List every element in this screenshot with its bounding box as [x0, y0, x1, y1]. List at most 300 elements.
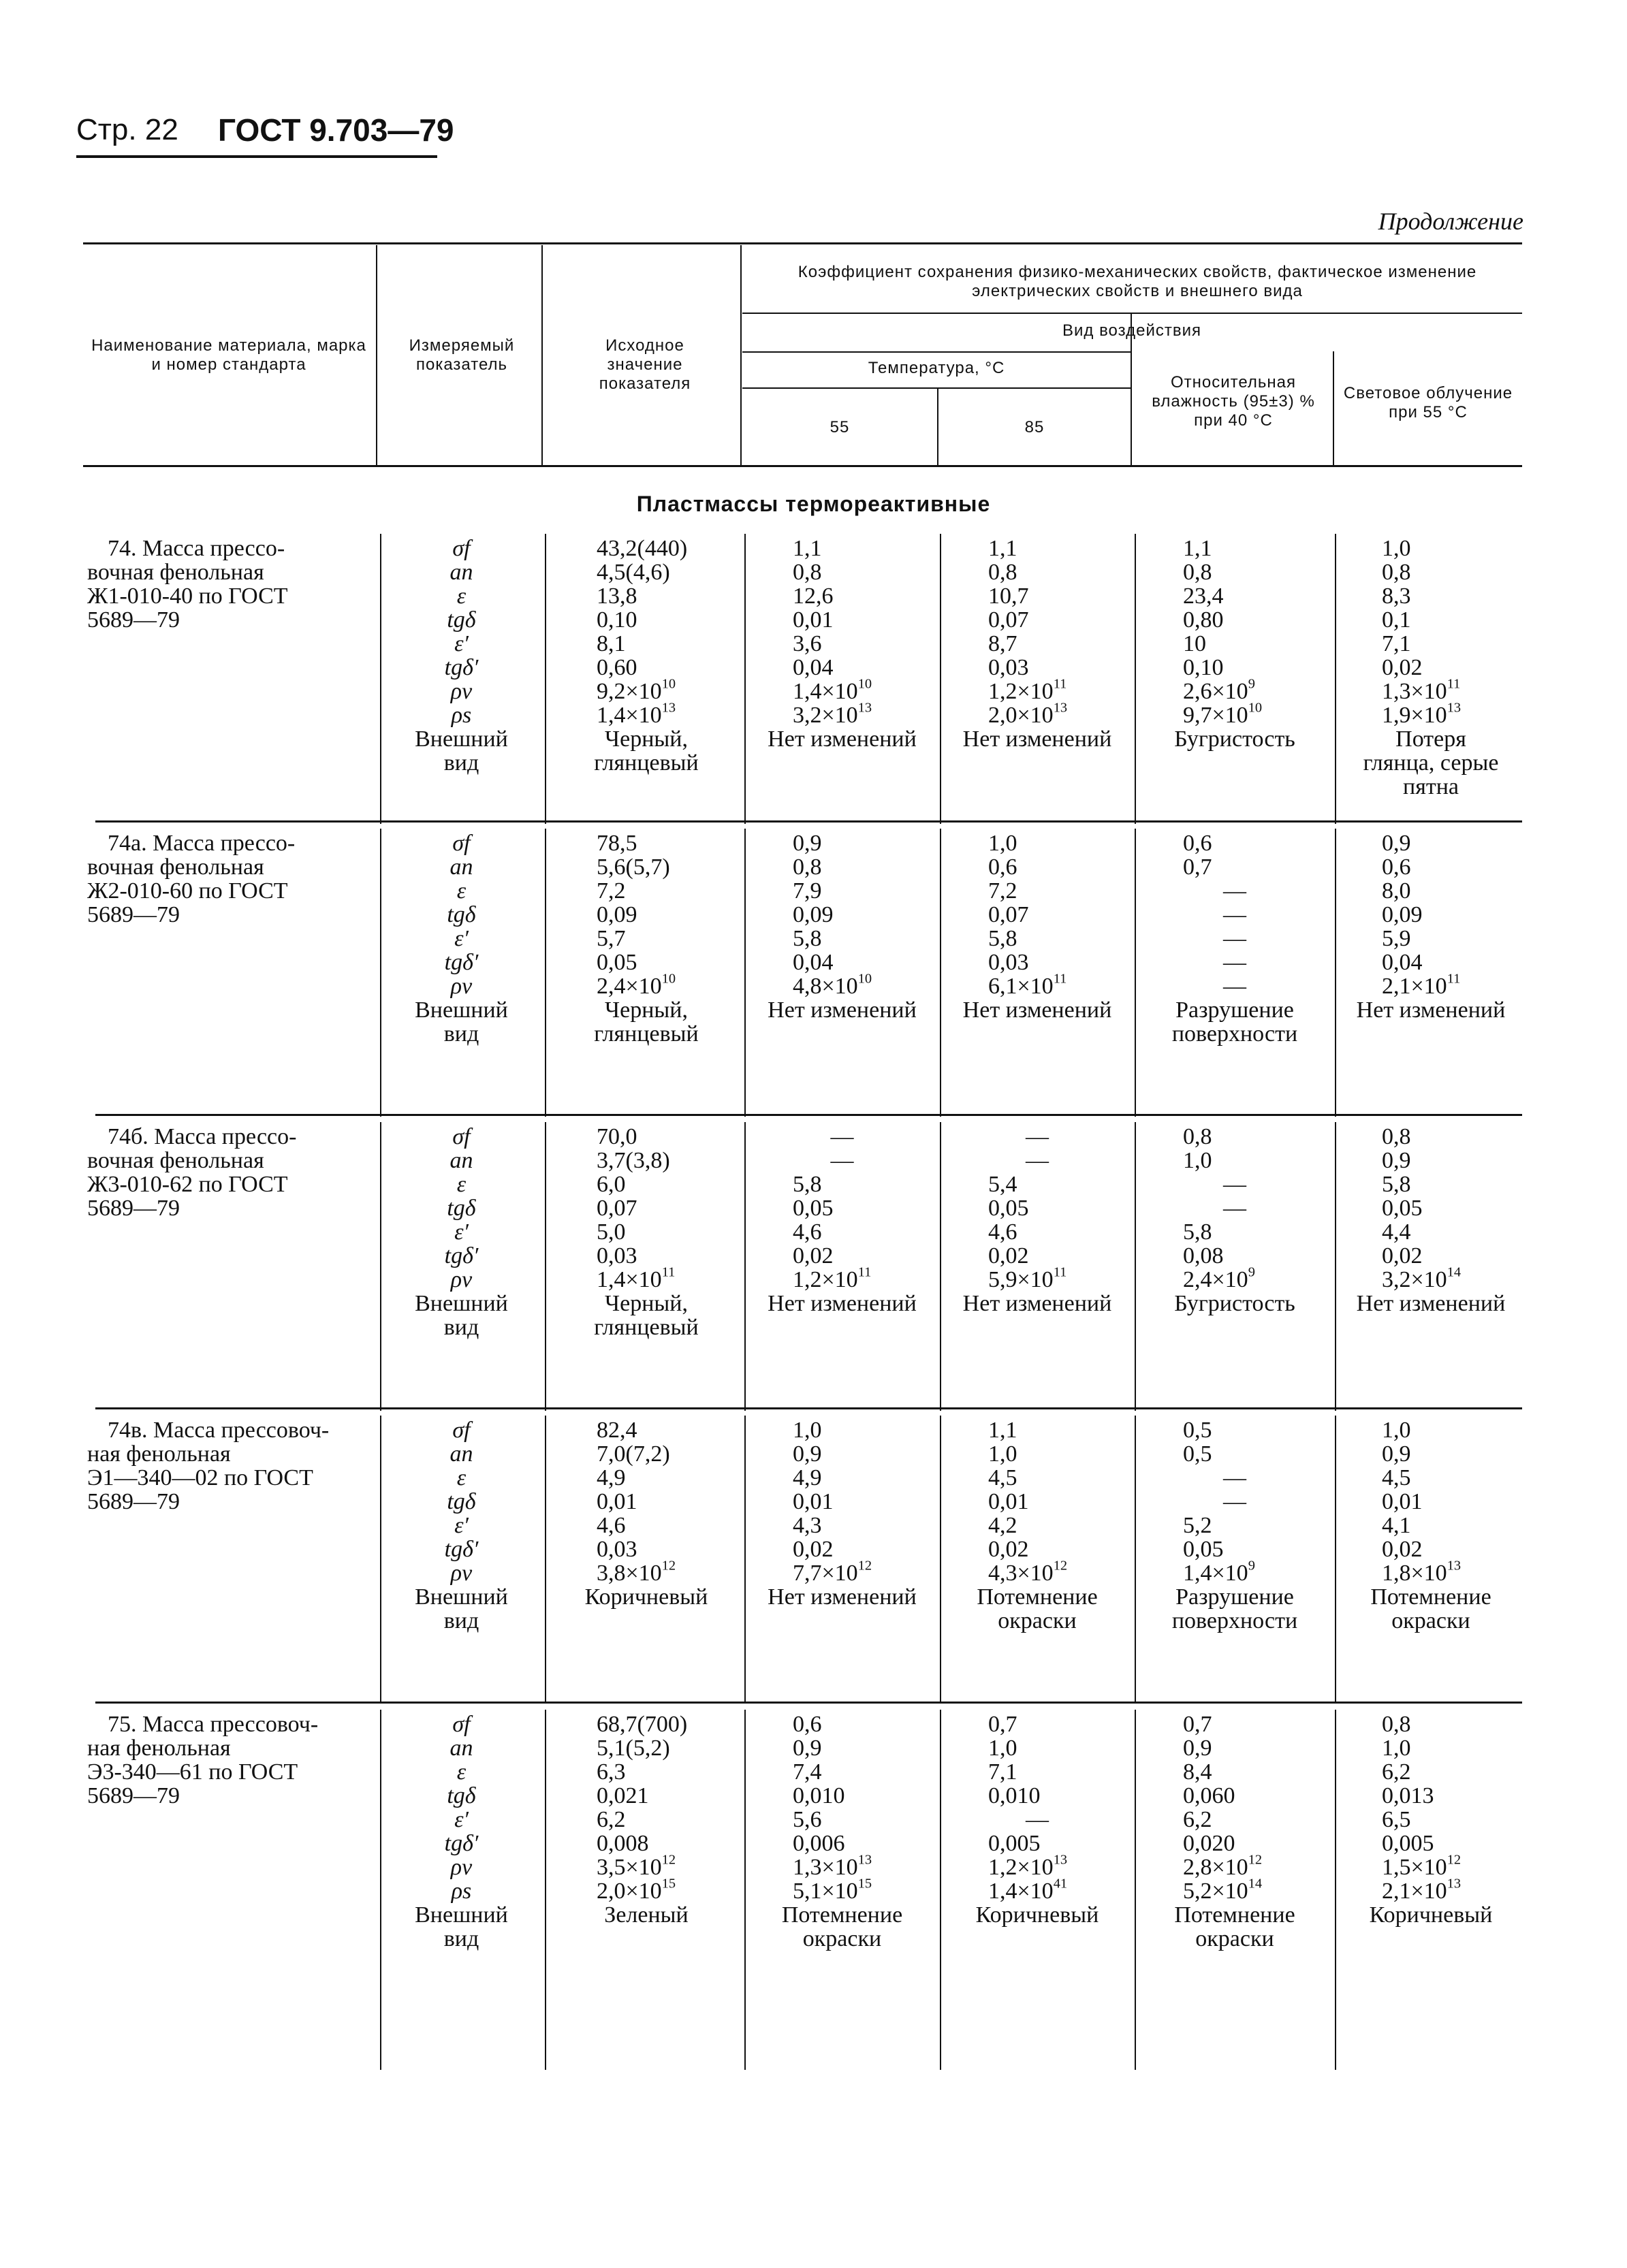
value: 0,7 [1183, 855, 1212, 880]
material-line: Э1—340—02 по ГОСТ [87, 1465, 313, 1490]
value: Черный, [605, 997, 688, 1023]
cell-initial [549, 1125, 744, 1339]
value: 1,0 [1183, 1148, 1212, 1173]
value: глянцевый [594, 1021, 699, 1047]
value: 8,7 [988, 631, 1017, 656]
value: 3,7(3,8) [597, 1148, 670, 1173]
column-divider [545, 1122, 546, 1411]
row-separator [95, 1407, 1522, 1409]
cell-t55 [745, 831, 939, 1022]
value: Потемнение [977, 1584, 1098, 1610]
value: 6,2 [1382, 1759, 1411, 1785]
value: 10 [1183, 631, 1206, 656]
indicator-symbol: an [449, 560, 473, 585]
cell-light [1336, 1712, 1526, 1927]
cell-initial [549, 1418, 744, 1609]
value: 1,1 [793, 536, 822, 561]
value: 78,5 [597, 831, 637, 856]
value: Потемнение [781, 1902, 903, 1928]
value: 0,01 [793, 607, 834, 633]
value: глянцевый [594, 750, 699, 776]
value: $9,2\times 10^{10}$ [597, 676, 676, 704]
indicator-symbol: ε [456, 878, 467, 904]
value: 0,03 [988, 950, 1029, 975]
cell-material [87, 1712, 373, 1808]
value: $5,2\times 10^{14}$ [1183, 1876, 1263, 1904]
value: 1,0 [988, 831, 1017, 856]
value: $7,7\times 10^{12}$ [793, 1558, 872, 1586]
value: 0,07 [988, 902, 1029, 927]
value: 5,6 [793, 1807, 822, 1832]
value: $2,0\times 10^{15}$ [597, 1876, 676, 1904]
header-light: Световое облучение при 55 °С [1343, 384, 1513, 421]
material-line: 75. Масса прессовоч- [108, 1712, 319, 1737]
indicator-symbol: tgδ′ [444, 655, 479, 680]
value: 7,4 [793, 1759, 822, 1785]
value: $1,5\times 10^{12}$ [1382, 1852, 1462, 1880]
cell-t55 [745, 1712, 939, 1951]
indicator-symbol: ρs [451, 703, 472, 728]
value: окраски [998, 1608, 1077, 1633]
cell-indicators [381, 537, 541, 775]
value: 4,3 [793, 1513, 822, 1538]
indicator-symbol: σf [452, 1712, 471, 1737]
value: 1,0 [1382, 1418, 1411, 1443]
header-material: Наименование материала, марка и номер стандарта [91, 336, 366, 374]
value: глянца, серые [1363, 750, 1499, 776]
value: $1,2\times 10^{13}$ [988, 1852, 1068, 1880]
value: 0,02 [1382, 655, 1423, 680]
value: Разрушение [1175, 997, 1294, 1023]
value: 7,2 [988, 878, 1017, 904]
value: 0,02 [793, 1243, 834, 1268]
indicator-symbol: σf [452, 1124, 471, 1149]
indicator-symbol: вид [443, 1021, 479, 1047]
value: 0,03 [988, 655, 1029, 680]
value: 0,02 [988, 1537, 1029, 1562]
cell-t85 [941, 1125, 1134, 1315]
value: — [1026, 1124, 1049, 1149]
value: 6,2 [1183, 1807, 1212, 1832]
value: глянцевый [594, 1315, 699, 1340]
header-indicator: Измеряемый показатель [409, 336, 515, 374]
header-initial: Исходное значение показателя [599, 336, 691, 393]
indicator-symbol: tgδ [447, 607, 476, 633]
cell-initial [549, 831, 744, 1046]
indicator-symbol: ε′ [454, 1513, 469, 1538]
value: $9,7\times 10^{10}$ [1183, 700, 1263, 728]
value: $1,4\times 10^{10}$ [793, 676, 872, 704]
value: 4,4 [1382, 1219, 1411, 1245]
value: 5,8 [793, 1172, 822, 1197]
value: 0,03 [597, 1537, 637, 1562]
value: 0,6 [1183, 831, 1212, 856]
indicator-symbol: ρv [450, 1855, 473, 1880]
indicator-symbol: ρv [450, 1267, 473, 1292]
value: $1,3\times 10^{11}$ [1382, 676, 1461, 704]
value: Нет изменений [962, 1291, 1112, 1316]
value: $2,1\times 10^{13}$ [1382, 1876, 1462, 1904]
column-divider [545, 829, 546, 1117]
material-line: Э3-340—61 по ГОСТ [87, 1759, 298, 1785]
value: 0,01 [1382, 1489, 1423, 1514]
material-line: 5689—79 [87, 902, 180, 927]
value: $2,0\times 10^{13}$ [988, 700, 1068, 728]
value: окраски [802, 1926, 882, 1951]
value: 0,8 [1382, 1124, 1411, 1149]
value: 7,1 [1382, 631, 1411, 656]
material-line: ная фенольная [87, 1736, 231, 1761]
value: $1,4\times 10^{11}$ [597, 1264, 676, 1292]
value: — [1223, 1196, 1246, 1221]
value: 0,03 [597, 1243, 637, 1268]
section-title: Пластмассы термореактивные [636, 492, 991, 516]
value: 0,04 [1382, 950, 1423, 975]
value: окраски [1195, 1926, 1274, 1951]
value: Бугристость [1174, 1291, 1295, 1316]
value: 70,0 [597, 1124, 637, 1149]
value: 0,7 [1183, 1712, 1212, 1737]
value: — [1026, 1148, 1049, 1173]
value: $4,8\times 10^{10}$ [793, 971, 872, 999]
value: 0,02 [793, 1537, 834, 1562]
header-underline [76, 155, 437, 158]
value: $1,3\times 10^{13}$ [793, 1852, 872, 1880]
value: 0,04 [793, 950, 834, 975]
value: 5,8 [1183, 1219, 1212, 1245]
value: Черный, [605, 1291, 688, 1316]
indicator-symbol: tgδ′ [444, 1243, 479, 1268]
value: 1,0 [793, 1418, 822, 1443]
indicator-symbol: ρv [450, 1561, 473, 1586]
value: 0,01 [597, 1489, 637, 1514]
value: 0,9 [793, 1441, 822, 1467]
value: 0,9 [793, 1736, 822, 1761]
cell-material [87, 831, 373, 927]
value: 0,8 [1183, 1124, 1212, 1149]
value: 0,010 [793, 1783, 845, 1808]
value: 5,1(5,2) [597, 1736, 670, 1761]
value: 0,013 [1382, 1783, 1434, 1808]
cell-humidity [1135, 1712, 1334, 1951]
value: 68,7(700) [597, 1712, 688, 1737]
indicator-symbol: Внешний [415, 1291, 508, 1316]
material-line: 74. Масса прессо- [108, 536, 285, 561]
value: $1,9\times 10^{13}$ [1382, 700, 1462, 728]
cell-light [1336, 1418, 1526, 1633]
indicator-symbol: an [449, 1441, 473, 1467]
value: Нет изменений [768, 1584, 917, 1610]
indicator-symbol: ρv [450, 679, 473, 704]
cell-indicators [381, 1712, 541, 1951]
cell-t85 [941, 1712, 1134, 1927]
cell-indicators [381, 831, 541, 1046]
value: 82,4 [597, 1418, 637, 1443]
indicator-symbol: an [449, 855, 473, 880]
value: 6,0 [597, 1172, 626, 1197]
value: 1,1 [1183, 536, 1212, 561]
value: 12,6 [793, 584, 834, 609]
header-temp-85: 85 [1024, 418, 1045, 436]
value: 7,2 [597, 878, 626, 904]
value: 4,1 [1382, 1513, 1411, 1538]
cell-indicators [381, 1418, 541, 1633]
value: 0,09 [597, 902, 637, 927]
value: 5,9 [1382, 926, 1411, 951]
value: 6,3 [597, 1759, 626, 1785]
material-line: 5689—79 [87, 1783, 180, 1808]
value: 0,01 [793, 1489, 834, 1514]
value: 0,09 [793, 902, 834, 927]
indicator-symbol: an [449, 1148, 473, 1173]
value: Потемнение [1370, 1584, 1491, 1610]
indicator-symbol: tgδ [447, 1489, 476, 1514]
indicator-symbol: ε [456, 1172, 467, 1197]
value: 5,6(5,7) [597, 855, 670, 880]
value: 4,9 [597, 1465, 626, 1490]
value: 0,6 [988, 855, 1017, 880]
value: 0,10 [1183, 655, 1224, 680]
value: $2,6\times 10^9$ [1183, 676, 1255, 704]
material-line: вочная фенольная [87, 855, 264, 880]
value: 0,9 [1382, 831, 1411, 856]
continuation-label: Продолжение [1378, 208, 1523, 235]
value: $2,4\times 10^{10}$ [597, 971, 676, 999]
value: 0,05 [1382, 1196, 1423, 1221]
value: 6,5 [1382, 1807, 1411, 1832]
column-divider [545, 534, 546, 824]
indicator-symbol: ρs [451, 1879, 472, 1904]
value: 0,9 [793, 831, 822, 856]
material-line: 74а. Масса прессо- [108, 831, 296, 856]
value: 0,80 [1183, 607, 1224, 633]
value: 0,04 [793, 655, 834, 680]
value: Нет изменений [1356, 997, 1506, 1023]
value: Потемнение [1174, 1902, 1295, 1928]
column-divider [545, 1710, 546, 2070]
value: $1,2\times 10^{11}$ [793, 1264, 872, 1292]
value: — [1223, 1465, 1246, 1490]
standard-designation: ГОСТ 9.703—79 [218, 112, 454, 148]
indicator-symbol: ε′ [454, 926, 469, 951]
cell-t85 [941, 1418, 1134, 1633]
value: 5,8 [1382, 1172, 1411, 1197]
cell-t85 [941, 537, 1134, 751]
material-line: ная фенольная [87, 1441, 231, 1467]
value: 43,2(440) [597, 536, 688, 561]
indicator-symbol: ε′ [454, 1219, 469, 1245]
material-line: 74в. Масса прессовоч- [108, 1418, 330, 1443]
value: Коричневый [584, 1584, 708, 1610]
value: 0,7 [988, 1712, 1017, 1737]
indicator-symbol: tgδ [447, 902, 476, 927]
value: $4,3\times 10^{12}$ [988, 1558, 1068, 1586]
material-line: 5689—79 [87, 1196, 180, 1221]
value: 0,07 [988, 607, 1029, 633]
value: Потеря [1395, 726, 1466, 752]
value: 0,05 [793, 1196, 834, 1221]
value: окраски [1391, 1608, 1470, 1633]
value: 0,006 [793, 1831, 845, 1856]
value: 0,8 [988, 560, 1017, 585]
value: 0,02 [1382, 1243, 1423, 1268]
value: 0,05 [1183, 1537, 1224, 1562]
cell-humidity [1135, 537, 1334, 751]
indicator-symbol: Внешний [415, 1584, 508, 1610]
value: 0,05 [597, 950, 637, 975]
material-line: вочная фенольная [87, 560, 264, 585]
value: 0,8 [793, 855, 822, 880]
header-humidity: Относительная влажность (95±3) % при 40 °С [1152, 373, 1315, 430]
value: Нет изменений [768, 1291, 917, 1316]
value: 8,0 [1382, 878, 1411, 904]
value: 0,5 [1183, 1441, 1212, 1467]
value: — [1026, 1807, 1049, 1832]
indicator-symbol: ε [456, 1465, 467, 1490]
indicator-symbol: σf [452, 831, 471, 856]
value: Нет изменений [1356, 1291, 1506, 1316]
indicator-symbol: ε [456, 584, 467, 609]
value: 23,4 [1183, 584, 1224, 609]
value: 4,6 [988, 1219, 1017, 1245]
value: Нет изменений [962, 997, 1112, 1023]
value: — [1223, 950, 1246, 975]
value: 0,9 [1382, 1148, 1411, 1173]
indicator-symbol: an [449, 1736, 473, 1761]
value: $1,2\times 10^{11}$ [988, 676, 1067, 704]
indicator-symbol: σf [452, 536, 471, 561]
value: 0,021 [597, 1783, 649, 1808]
value: 13,8 [597, 584, 637, 609]
indicator-symbol: tgδ′ [444, 1537, 479, 1562]
indicator-symbol: Внешний [415, 997, 508, 1023]
value: $5,1\times 10^{15}$ [793, 1876, 872, 1904]
cell-humidity [1135, 1418, 1334, 1633]
cell-light [1336, 831, 1526, 1022]
value: 5,8 [988, 926, 1017, 951]
value: 7,0(7,2) [597, 1441, 670, 1467]
row-separator [95, 1702, 1522, 1704]
indicator-symbol: ε′ [454, 1807, 469, 1832]
indicator-symbol: tgδ [447, 1783, 476, 1808]
material-line: Ж2-010-60 по ГОСТ [87, 878, 288, 904]
value: 0,09 [1382, 902, 1423, 927]
value: Коричневый [1369, 1902, 1493, 1928]
value: 3,6 [793, 631, 822, 656]
column-divider [545, 1416, 546, 1704]
value: 0,010 [988, 1783, 1041, 1808]
value: — [1223, 878, 1246, 904]
value: — [1223, 1489, 1246, 1514]
value: Разрушение [1175, 1584, 1294, 1610]
cell-humidity [1135, 831, 1334, 1046]
value: 0,020 [1183, 1831, 1235, 1856]
value: — [830, 1148, 854, 1173]
value: 5,8 [793, 926, 822, 951]
value: — [1223, 902, 1246, 927]
value: 7,9 [793, 878, 822, 904]
value: 6,2 [597, 1807, 626, 1832]
value: 0,8 [1183, 560, 1212, 585]
value: 0,6 [1382, 855, 1411, 880]
value: 0,02 [1382, 1537, 1423, 1562]
value: 1,1 [988, 1418, 1017, 1443]
value: 1,0 [1382, 536, 1411, 561]
value: Коричневый [975, 1902, 1099, 1928]
value: $6,1\times 10^{11}$ [988, 971, 1067, 999]
value: — [1223, 1172, 1246, 1197]
value: 1,1 [988, 536, 1017, 561]
value: — [1223, 974, 1246, 999]
value: Черный, [605, 726, 688, 752]
cell-initial [549, 1712, 744, 1927]
value: 4,2 [988, 1513, 1017, 1538]
value: 0,9 [1382, 1441, 1411, 1467]
value: $1,4\times 10^9$ [1183, 1558, 1255, 1586]
value: 0,07 [597, 1196, 637, 1221]
value: $3,2\times 10^{13}$ [793, 700, 872, 728]
value: 0,005 [1382, 1831, 1434, 1856]
value: Нет изменений [962, 726, 1112, 752]
value: $3,8\times 10^{12}$ [597, 1558, 676, 1586]
indicator-symbol: вид [443, 1315, 479, 1340]
material-line: Ж3-010-62 по ГОСТ [87, 1172, 288, 1197]
value: $3,5\times 10^{12}$ [597, 1852, 676, 1880]
indicator-symbol: вид [443, 1926, 479, 1951]
indicator-symbol: ρv [450, 974, 473, 999]
value: 10,7 [988, 584, 1029, 609]
value: 4,6 [793, 1219, 822, 1245]
value: 0,8 [1382, 1712, 1411, 1737]
value: — [830, 1124, 854, 1149]
value: 0,8 [1382, 560, 1411, 585]
material-line: 5689—79 [87, 607, 180, 633]
indicator-symbol: Внешний [415, 726, 508, 752]
indicator-symbol: вид [443, 750, 479, 776]
value: Зеленый [604, 1902, 689, 1928]
header-temperature: Температура, °С [868, 359, 1005, 377]
value: Бугристость [1174, 726, 1295, 752]
value: 0,05 [988, 1196, 1029, 1221]
cell-light [1336, 1125, 1526, 1315]
row-separator [95, 1114, 1522, 1116]
material-line: 74б. Масса прессо- [108, 1124, 297, 1149]
value: 1,0 [1382, 1736, 1411, 1761]
indicator-symbol: вид [443, 1608, 479, 1633]
cell-light [1336, 537, 1526, 799]
cell-t55 [745, 1125, 939, 1315]
value: $2,8\times 10^{12}$ [1183, 1852, 1263, 1880]
value: 0,8 [793, 560, 822, 585]
value: 4,5 [1382, 1465, 1411, 1490]
value: 5,7 [597, 926, 626, 951]
value: $1,4\times 10^{13}$ [597, 700, 676, 728]
value: 0,01 [988, 1489, 1029, 1514]
value: 4,5 [988, 1465, 1017, 1490]
value: 7,1 [988, 1759, 1017, 1785]
value: 4,9 [793, 1465, 822, 1490]
value: 0,9 [1183, 1736, 1212, 1761]
header-temp-55: 55 [830, 418, 850, 436]
value: 0,008 [597, 1831, 649, 1856]
value: 0,005 [988, 1831, 1041, 1856]
cell-humidity [1135, 1125, 1334, 1315]
value: пятна [1403, 774, 1459, 799]
cell-material [87, 537, 373, 632]
value: 5,0 [597, 1219, 626, 1245]
value: 4,5(4,6) [597, 560, 670, 585]
value: 8,4 [1183, 1759, 1212, 1785]
